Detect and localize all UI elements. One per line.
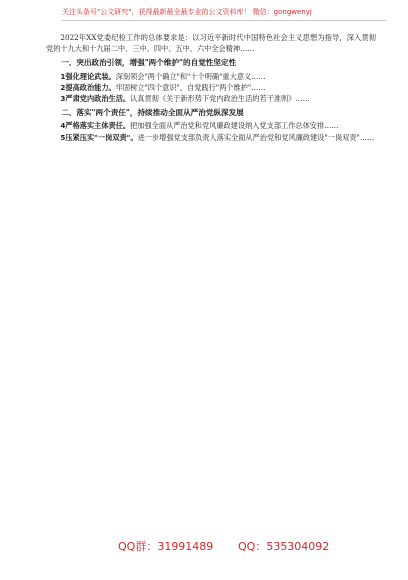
paragraph-theory-study [46,71,376,82]
section-1-heading: 一、突出政治引领，增强"两个维护"的自觉性坚定性 [61,58,237,68]
qq-number-text: QQ：535304092 [238,540,330,553]
paragraph-keyword: 5压紧压实"一岗双责"。 [60,132,138,142]
header-divider [62,20,386,21]
paragraph-main-responsibility [46,120,376,131]
paragraph-text: 把加强全面从严治党和党风廉政建设纳入党支部工作总体安排…… [130,121,339,131]
contact-footer [0,538,408,558]
document-body [46,32,376,143]
paragraph-party-life [46,93,376,104]
paragraph-keyword: 1强化理论武装。 [60,71,116,81]
qq-group-text: QQ群：31991489 [118,540,214,553]
promo-banner: 关注头条号"公文研究"，获得最新最全最专业的公文资料库！ 微信：gongwenyj [62,8,312,16]
paragraph-text: 牢固树立"四个意识"，自觉践行"两个维护"…… [115,82,266,92]
paragraph-keyword: 2提高政治能力。 [60,82,116,92]
paragraph-keyword: 3严肃党内政治生活。 [60,94,131,104]
intro-paragraph: 2022年XX党委纪检工作的总体要求是：以习近平新时代中国特色社会主义思想为指导，深入贯彻党的十九大和十九届二中、三中、四中、五中、六中全会精神…… [46,33,376,54]
paragraph-keyword: 4严格落实主体责任。 [60,121,131,131]
paragraph-text: 进一步增强党支部负责人落实全面从严治党和党风廉政建设"一岗双责"…… [137,132,375,142]
paragraph-text: 深刻领会"两个确立"和"十个明确"重大意义…… [115,71,266,81]
paragraph-dual-responsibility [46,132,376,143]
section-2-heading: 二、落实"两个责任"，持续推动全面从严治党纵深发展 [61,108,244,118]
paragraph-text: 认真贯彻《关于新形势下党内政治生活的若干准则》…… [130,94,310,104]
paragraph-political-ability [46,82,376,93]
